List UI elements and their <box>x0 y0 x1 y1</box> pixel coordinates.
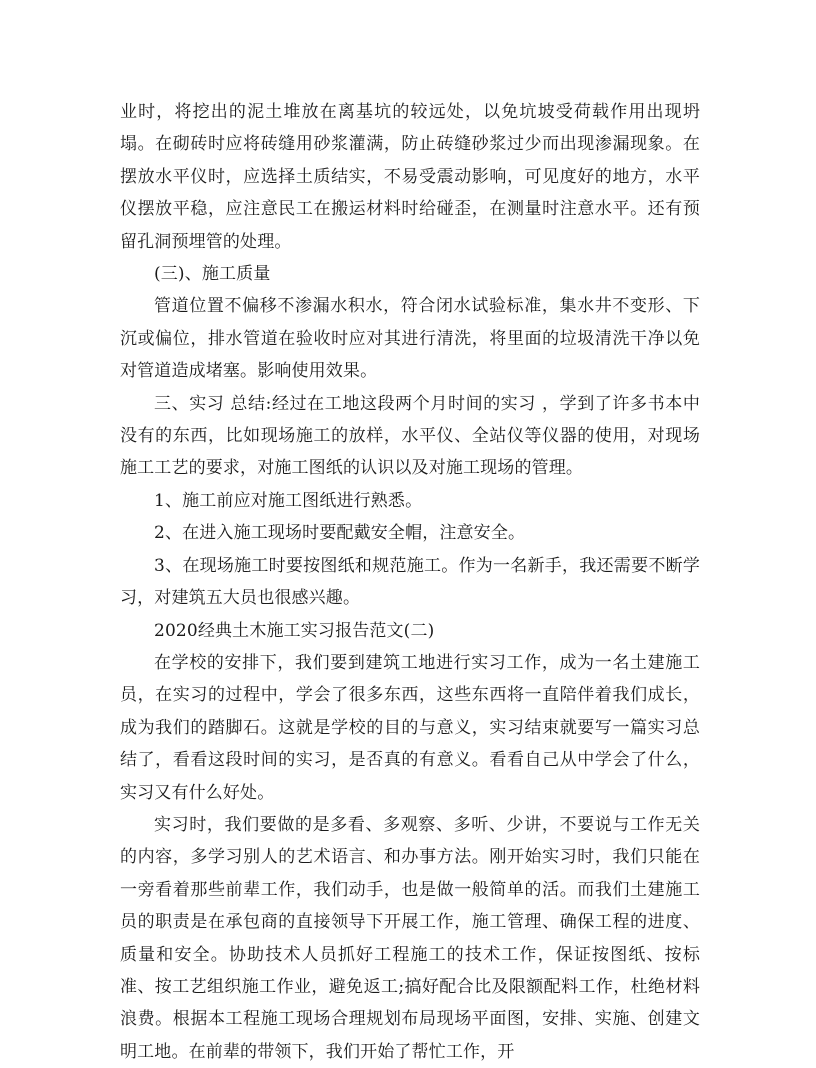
paragraph-1: 业时，将挖出的泥土堆放在离基坑的较远处，以免坑坡受荷载作用出现坍塌。在砌砖时应将砖缝用砂浆灌满，防止砖缝砂浆过少而出现渗漏现象。在摆放水平仪时，应选择土质结实，不易受震动影响，可见度好的地方，水平仪摆放平稳，应注意民工在搬运材料时给碰歪，在测量时注意水平。还有预留孔洞预埋管的处理。 <box>120 102 700 252</box>
list-item-1: 1、施工前应对施工图纸进行熟悉。 <box>154 490 423 511</box>
paragraph-quality: 管道位置不偏移不渗漏水积水，符合闭水试验标准，集水井不变形、下沉或偏位，排水管道在验收时应对其进行清洗，将里面的垃圾清洗干净以免对管道造成堵塞。影响使用效果。 <box>120 296 700 382</box>
list-item-3: 3、在现场施工时要按图纸和规范施工。作为一名新手，我还需要不断学习，对建筑五大员也很感兴趣。 <box>120 555 700 609</box>
section-heading-quality: (三)、施工质量 <box>154 264 271 285</box>
list-item-2: 2、在进入施工现场时要配戴安全帽，注意安全。 <box>154 523 526 544</box>
paragraph-practice: 实习时，我们要做的是多看、多观察、多听、少讲，不要说与工作无关的内容，多学习别人的艺术语言、和办事方法。刚开始实习时，我们只能在一旁看着那些前辈工作，我们动手，也是做一般简单的活。而我们土建施工员的职责是在承包商的直接领导下开展工作，施工管理、确保工程的进度、质量和安全。协助技术人员抓好工程施工的技术工作，保证按图纸、按标准、按工艺组织施工作业，避免返工;搞好配合比及限额配料工作，杜绝材料浪费。根据本工程施工现场合理规划布局现场平面图，安排、实施、创建文明工地。在前辈的带领下，我们开始了帮忙工作，开 <box>120 814 700 1062</box>
paragraph-intro: 在学校的安排下，我们要到建筑工地进行实习工作，成为一名土建施工员，在实习的过程中，学会了很多东西，这些东西将一直陪伴着我们成长，成为我们的踏脚石。这就是学校的目的与意义，实习结束就要写一篇实习总结了，看看这段时间的实习，是否真的有意义。看看自己从中学会了什么，实习又有什么好处。 <box>120 652 700 803</box>
paragraph-summary: 三、实习 总结:经过在工地这段两个月时间的实习 ，学到了许多书本中没有的东西，比如现场施工的放样，水平仪、全站仪等仪器的使用，对现场施工工艺的要求，对施工图纸的认识以及对施工现场的管理。 <box>120 393 700 479</box>
section-heading-report-2: 2020经典土木施工实习报告范文(二) <box>154 620 435 641</box>
document-body <box>120 96 700 1068</box>
